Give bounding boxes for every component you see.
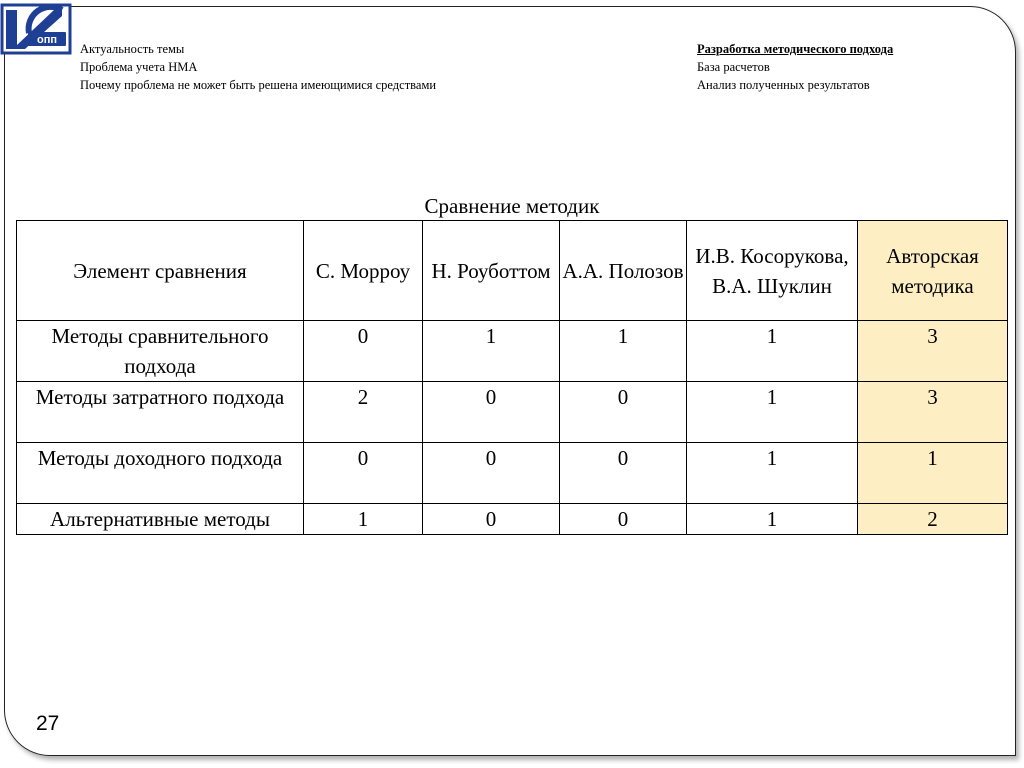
table-cell: 0 bbox=[423, 504, 560, 535]
table-cell: 0 bbox=[560, 382, 687, 443]
row-label: Методы сравнительного подхода bbox=[17, 321, 304, 382]
nav-item-relevance[interactable]: Актуальность темы bbox=[80, 42, 185, 56]
table-cell: 0 bbox=[560, 443, 687, 504]
table-row bbox=[17, 443, 1008, 504]
table-cell: 1 bbox=[304, 504, 423, 535]
table-cell: 0 bbox=[304, 321, 423, 382]
header-morrow: С. Морроу bbox=[304, 221, 423, 321]
table-cell: 0 bbox=[560, 504, 687, 535]
table-cell: 1 bbox=[687, 443, 858, 504]
header-rowbottom: Н. Роуботтом bbox=[423, 221, 560, 321]
logo-icon bbox=[0, 2, 72, 56]
header-polozov: А.А. Полозов bbox=[560, 221, 687, 321]
table-cell-author: 2 bbox=[858, 504, 1008, 535]
row-label: Методы затратного подхода bbox=[17, 382, 304, 443]
nav-item-calculation-base[interactable]: База расчетов bbox=[697, 60, 770, 74]
table-row bbox=[17, 321, 1008, 382]
table-cell-author: 3 bbox=[858, 321, 1008, 382]
header-element: Элемент сравнения bbox=[17, 221, 304, 321]
table-cell: 1 bbox=[560, 321, 687, 382]
nav-left bbox=[80, 40, 436, 94]
comparison-table bbox=[16, 220, 1008, 535]
table-row bbox=[17, 504, 1008, 535]
nav-item-why[interactable]: Почему проблема не может быть решена имеющимися средствами bbox=[80, 78, 437, 92]
nav-right bbox=[697, 40, 893, 94]
row-label: Альтернативные методы bbox=[17, 504, 304, 535]
header-author-method: Авторская методика bbox=[858, 221, 1008, 321]
table-cell-author: 1 bbox=[858, 443, 1008, 504]
page-number: 27 bbox=[36, 712, 60, 735]
table-cell: 0 bbox=[423, 443, 560, 504]
nav-item-results-analysis[interactable]: Анализ полученных результатов bbox=[697, 78, 870, 92]
table-cell-author: 3 bbox=[858, 382, 1008, 443]
table-cell: 1 bbox=[423, 321, 560, 382]
table-row bbox=[17, 382, 1008, 443]
table-header-row bbox=[17, 221, 1008, 321]
table-cell: 1 bbox=[687, 382, 858, 443]
table-cell: 0 bbox=[304, 443, 423, 504]
row-label: Методы доходного подхода bbox=[17, 443, 304, 504]
table-cell: 1 bbox=[687, 321, 858, 382]
table-cell: 1 bbox=[687, 504, 858, 535]
nav-item-problem[interactable]: Проблема учета НМА bbox=[80, 60, 198, 74]
nav-item-method-development[interactable]: Разработка методического подхода bbox=[697, 42, 894, 56]
table-cell: 2 bbox=[304, 382, 423, 443]
svg-text:опп: опп bbox=[36, 34, 58, 46]
header-kosorukova-shuklin: И.В. Косорукова, В.А. Шуклин bbox=[687, 221, 858, 321]
table-title: Сравнение методик bbox=[424, 194, 600, 218]
table-cell: 0 bbox=[423, 382, 560, 443]
